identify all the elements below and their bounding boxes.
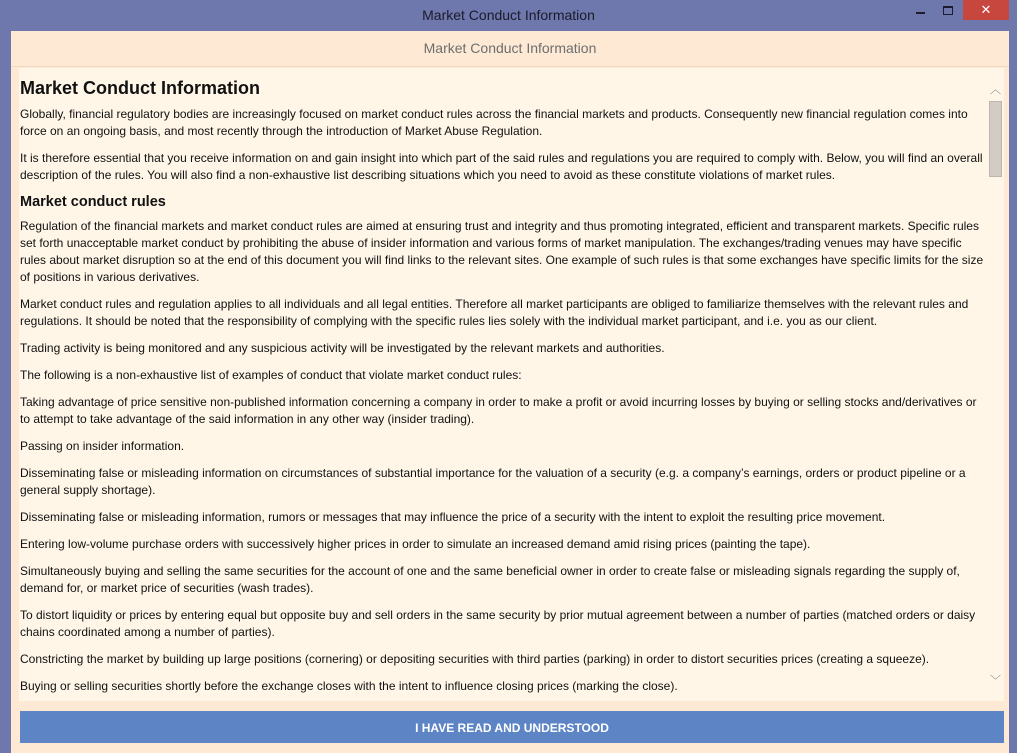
scrollbar-thumb[interactable] — [989, 101, 1002, 177]
document-scroll-area[interactable] — [19, 68, 1004, 701]
intro-paragraph: Globally, financial regulatory bodies are increasingly focused on market conduct rules across the financial markets and products. Consequently new financial regulation comes into force on an ongoing basis, and most recently through the introduction of Market Abuse Regulation. — [20, 107, 968, 138]
dialog-subheader: Market Conduct Information — [11, 31, 1009, 67]
section-paragraph: The following is a non-exhaustive list of examples of conduct that violate market conduct rules: — [20, 368, 522, 382]
minimize-button[interactable] — [907, 0, 933, 20]
section-paragraph: Passing on insider information. — [20, 439, 185, 453]
section-paragraph: Trading activity is being monitored and any suspicious activity will be investigated by the relevant markets and authorities. — [20, 341, 665, 355]
close-icon: ✕ — [980, 2, 992, 17]
maximize-icon — [943, 6, 953, 15]
document-content — [20, 68, 986, 701]
intro-paragraph: It is therefore essential that you receive information on and gain insight into which part of the said rules and regulations you are required to comply with. Below, you will find an overall description of the rules. You will also find a non-exhaustive list describing situations which you need to avoid as these constitute violations of market rules. — [20, 151, 983, 182]
title-bar[interactable] — [0, 0, 1017, 31]
section-paragraph: Market conduct rules and regulation applies to all individuals and all legal entities. Therefore all market participants are obliged to familiarize themselves with the relevant rules and regulations. It should be noted that the responsibility of complying with the specific rules lies solely with the individual market participant, and i.e. you as our client. — [20, 297, 969, 328]
window-controls — [907, 0, 1009, 22]
section-paragraph: Regulation of the financial markets and market conduct rules are aimed at ensuring trust and integrity and thus promoting integrated, efficient and transparent markets. Specific rules set forth unacceptable market conduct by prohibiting the abuse of insider information and various forms of market manipulation. The exchanges/trading venues may have specific rules about market disruption so at the end of this document you will find links to the relevant sites. One example of such rules is that some exchanges have specific limits for the size of positions in various derivatives. — [20, 219, 984, 284]
chevron-up-icon: ︿ — [990, 83, 1001, 96]
minimize-icon — [916, 12, 925, 14]
section-paragraph: Disseminating false or misleading information on circumstances of substantial importance for the valuation of a security (e.g. a company’s earnings, orders or product pipeline or a general supply shortage). — [20, 466, 966, 497]
scroll-up-button[interactable] — [987, 80, 1004, 97]
dialog-body — [11, 31, 1009, 753]
section-paragraph: Entering low-volume purchase orders with successively higher prices in order to simulate an increased demand amid rising prices (painting the tape). — [20, 537, 811, 551]
section-paragraph: Constricting the market by building up large positions (cornering) or depositing securities with third parties (parking) in order to distort securities prices (creating a squeeze). — [20, 652, 930, 666]
vertical-scrollbar[interactable] — [987, 68, 1004, 701]
section-heading: Market conduct rules — [20, 194, 166, 210]
section-paragraph: Taking advantage of price sensitive non-published information concerning a company in order to make a profit or avoid incurring losses by buying or selling stocks and/derivatives or to attempt to take advantage of the said information in any other way (insider trading). — [20, 395, 977, 426]
maximize-button[interactable] — [935, 0, 961, 20]
section-paragraph: Buying or selling securities shortly before the exchange closes with the intent to influence closing prices (marking the close). — [20, 679, 678, 693]
read-and-understood-button[interactable]: I HAVE READ AND UNDERSTOOD — [20, 711, 1004, 743]
close-button[interactable] — [963, 0, 1009, 20]
scroll-down-button[interactable] — [987, 671, 1004, 688]
section-paragraph: Simultaneously buying and selling the same securities for the account of one and the same beneficial owner in order to create false or misleading signals regarding the supply of, demand for, or market price of securities (wash trades). — [20, 564, 960, 595]
section-paragraph: Disseminating false or misleading information, rumors or messages that may influence the price of a security with the intent to exploit the resulting price movement. — [20, 510, 886, 524]
section-paragraph: To distort liquidity or prices by entering equal but opposite buy and sell orders in the same security by prior mutual agreement between a number of parties (matched orders or daisy chains coordinated among a number of parties). — [20, 608, 976, 639]
window-title: Market Conduct Information — [422, 7, 595, 23]
document-heading: Market Conduct Information — [20, 78, 261, 98]
chevron-down-icon: ﹀ — [990, 674, 1001, 687]
